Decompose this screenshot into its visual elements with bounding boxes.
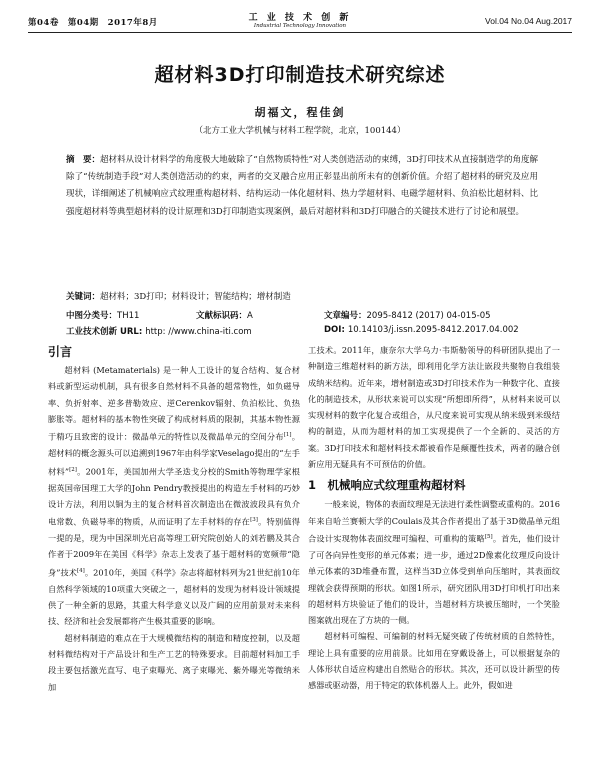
paper-title: 超材料3D打印制造技术研究综述 xyxy=(154,64,446,86)
ref-5: [5] xyxy=(484,533,493,540)
url-label: 工业技术创新 URL: xyxy=(66,327,146,337)
journal-volume: Vol.04 No.04 Aug.2017 xyxy=(485,16,572,26)
keywords-label: 关键词： xyxy=(66,292,101,302)
affiliation: （北方工业大学机械与材料工程学院，北京，100144） xyxy=(194,126,406,136)
intro-paragraph-2: 超材料制造的难点在于大规模微结构的制造和精度控制，以及超材料微结构对于产品设计和生产工艺的特殊要求。目前超材料加工手段主要包括激光直写、电子束曝光、离子束曝光、紫外曝光等微纳米加 xyxy=(48,632,300,692)
keywords-text: 超材料；3D打印；材料设计；智能结构；增材制造 xyxy=(100,292,291,302)
section-1-paragraph-1: 一般来说，物体的表面纹理是无法进行柔性调整或重构的。2016年来自哈兰赛顿大学的Coulais及其合作者提出了基于3D微晶单元组合设计实现物体表面纹理可编程、可重构的策略[5]。首先，他们设计了可各向异性变形的单元体素；进一步，通过2D像素化纹理反向设计单元体素的3D堆叠布置，这样当3D立体受到单向压缩时，其表面纹理就会获得预期的形状。如图1所示，研究团队用3D打印机打印出来的超材料方块验证了他们的设计，当超材料方块被压缩时，一个笑脸图案就出现在了方块的一侧。 xyxy=(308,499,560,626)
section-1-heading: 1 机械响应式纹理重构超材料 xyxy=(308,478,466,493)
ref-2: [2] xyxy=(69,466,77,473)
clc-label: 中图分类号： xyxy=(66,311,118,321)
ref-1: [1] xyxy=(283,432,292,439)
journal-name-en: Industrial Technology Innovation xyxy=(253,23,347,29)
doi-value[interactable]: 10.14103/j.issn.2095-8412.2017.04.002 xyxy=(347,325,519,335)
doc-code-label: 文献标识码： xyxy=(196,311,248,321)
ref-4: [4] xyxy=(77,567,85,574)
right-column xyxy=(308,342,560,694)
abstract-label: 摘 要： xyxy=(66,155,101,165)
keywords xyxy=(66,290,538,302)
journal-url[interactable]: http: //www.china-iti.com xyxy=(145,327,252,337)
section-1-paragraph-2: 超材料可编程、可编制的材料无疑突破了传统材质的自然特性，理论上具有重要的应用前景。比如用在穿戴设备上，可以根据复杂的人体形状自适应构建出自然贴合的形状。其次，还可以设计新型的传感器或驱动器，用于特定的软体机器人上。此外，假如进 xyxy=(308,631,560,691)
authors: 胡福文，程佳剑 xyxy=(254,106,346,119)
article-no-label: 文章编号： xyxy=(324,311,367,321)
journal-issue: 第04卷 第04期 2017年8月 xyxy=(28,18,158,28)
article-no-value: 2095-8412 (2017) 04-015-05 xyxy=(366,311,491,321)
abstract xyxy=(66,152,538,221)
intro-paragraph-1: 超材料 (Metamaterials) 是一种人工设计的复合结构、复合材料或新型运动机制，具有很多自然材料不具备的超常物性，如负磁导率、负折射率、逆多普勒效应、逆Cerenkov辐射、负泊松比、负热膨胀等。超材料的基本物性突破了构成材料质的限制，其基本物性源于精巧且致密的设计：微晶单元的特性以及微晶单元的空间分布[1]。超材料的概念源头可以追溯到1967年由科学家Veselago提出的“左手材料”[2]。2001年，美国加州大学圣迭戈分校的Smith等物理学家根据英国帝国理工大学的John Pendry教授提出的构造左手材料的巧妙设计方法，利用以铜为主的复合材料首次制造出在微波波段具有负介电常数、负磁导率的物质，从而证明了左手材料的存在[3]。特别值得一提的是，现为中国深圳光启高等理工研究院创始人的刘若鹏及其合作者于2009年在美国《科学》杂志上发表了基于超材料的宽频带“隐身”技术[4]。2010年，美国《科学》杂志将超材料列为21世纪前10年自然科学领域的10项重大突破之一，超材料的发现为材料设计领域提供了一种全新的思路，其重大科学意义以及广阔的应用前景对未来科技、经济和社会发展都将产生极其重要的影响。 xyxy=(48,365,300,627)
intro-heading: 引言 xyxy=(48,345,73,359)
journal-name-cn: 工 业 技 术 创 新 xyxy=(248,13,352,23)
doi-label: DOI: xyxy=(324,325,348,335)
ref-3: [3] xyxy=(250,517,258,524)
doc-code-value: A xyxy=(247,311,253,321)
left-column xyxy=(48,342,300,695)
clc-value: TH11 xyxy=(117,311,140,321)
intro-paragraph-3: 工技术。2011年，康奈尔大学乌力·韦斯勒领导的科研团队提出了一种制造三维超材料的新方法，即利用化学方法让嵌段共聚物自我组装成纳米结构。近年来，增材制造或3D打印技术作为一种数字化、直接化的制造技术，从形状来说可以实现“所想即所得”，从材料来说可以实现材料的数字化复合或组合，从尺度来说可实现从纳米级到米级结构的制造，从而为超材料的加工实现提供了一个全新的、灵活的方案。3D打印技术和超材料技术都被看作是颠覆性技术，两者的融合创新应用无疑具有不可预估的价值。 xyxy=(308,345,560,470)
running-header xyxy=(28,8,572,33)
abstract-text: 超材料从设计材料学的角度极大地破除了“自然物质特性”对人类创造活动的束缚，3D打印技术从直接制造学的角度解除了“传统制造手段”对人类创造活动的约束，两者的交叉融合应用正彰显出前所未有的创新价值。介绍了超材料的研究及应用现状，详细阐述了机械响应式纹理重构超材料、结构运动一体化超材料、热力学超材料、电磁学超材料、负泊松比超材料、比强度超材料等典型超材料的设计原理和3D打印制造实现案例，最后对超材料和3D打印融合的关键技术进行了讨论和展望。 xyxy=(66,155,538,217)
